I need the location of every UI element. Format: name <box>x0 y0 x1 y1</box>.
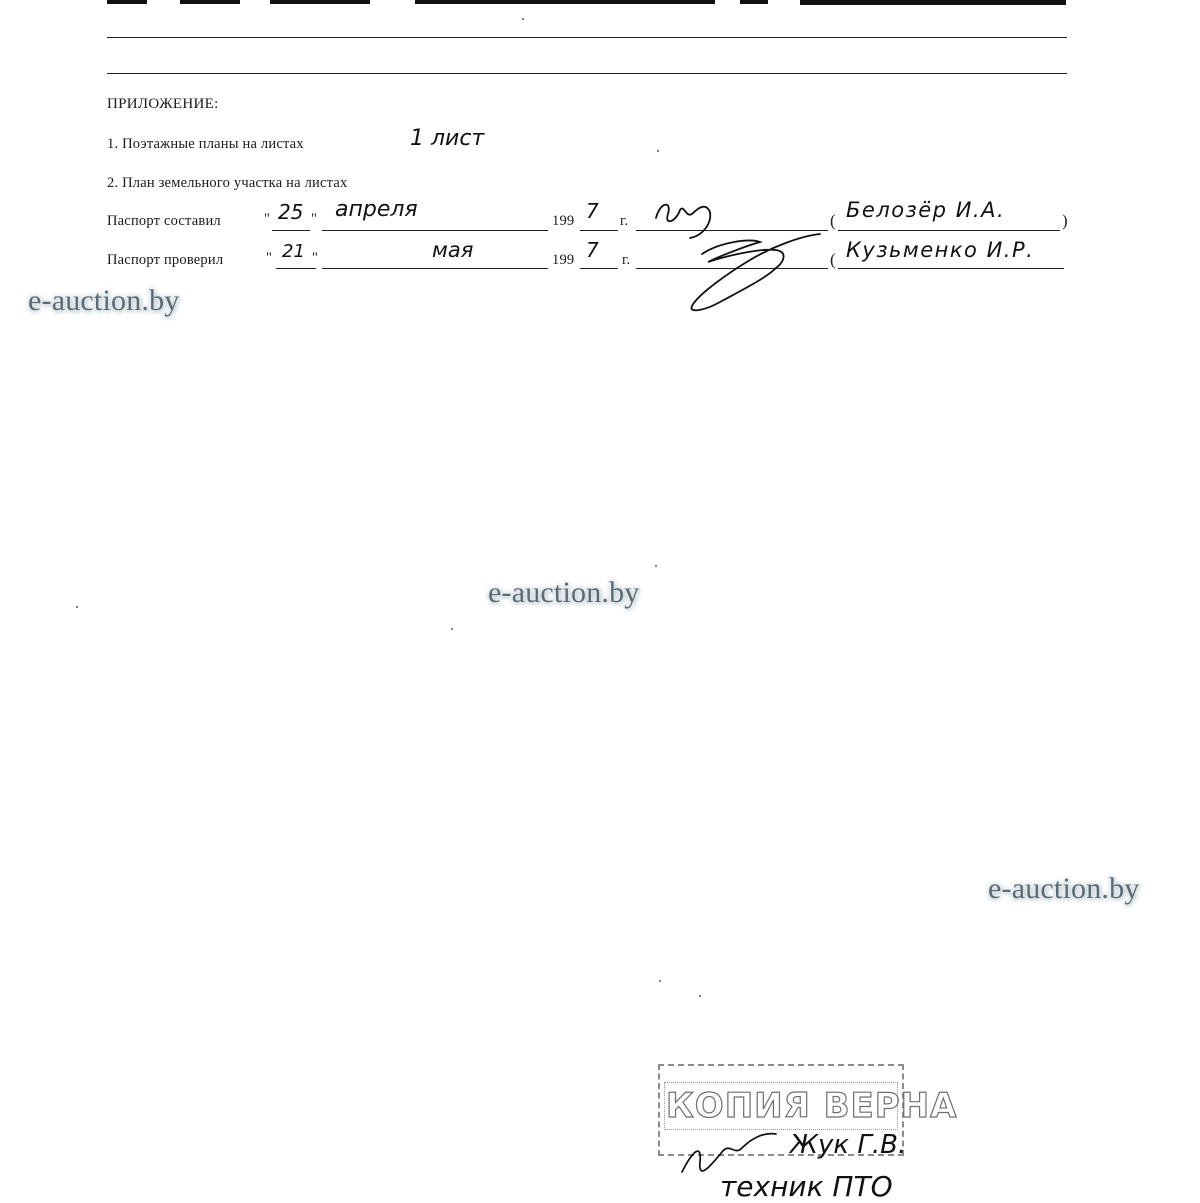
compiled-label: Паспорт составил <box>107 213 221 229</box>
watermark: e-auction.by <box>988 872 1140 905</box>
top-rule-fragment <box>180 0 240 4</box>
checked-day: 21 <box>282 241 305 262</box>
top-rule-fragment <box>800 0 1066 5</box>
appendix-heading: ПРИЛОЖЕНИЕ: <box>107 96 219 112</box>
compiled-open-quote: " <box>264 211 271 227</box>
top-rule-fragment <box>415 0 715 4</box>
checked-year-suffix: г. <box>622 252 631 268</box>
compiled-year-suffix: г. <box>620 213 629 229</box>
item-floor-plans-value: 1 лист <box>410 126 485 151</box>
speck <box>451 628 453 630</box>
compiled-paren-close: ) <box>1062 211 1068 230</box>
checked-label: Паспорт проверил <box>107 252 224 268</box>
compiled-day: 25 <box>278 200 304 224</box>
speck <box>522 18 524 20</box>
ruled-line-2 <box>107 73 1067 74</box>
ruled-line-1 <box>107 37 1067 38</box>
checked-open-quote: " <box>266 250 273 266</box>
speck <box>655 565 657 567</box>
compiled-month: апреля <box>335 197 418 222</box>
stamp-signature <box>672 1112 782 1192</box>
compiled-year-prefix: 199 <box>552 213 575 229</box>
checked-close-quote: " <box>312 250 319 266</box>
compiled-year-line <box>580 230 618 231</box>
item-land-plot-label: 2. План земельного участка на листах <box>107 175 348 191</box>
checked-month-line <box>322 268 548 269</box>
compiled-year-digit: 7 <box>586 199 599 223</box>
compiled-name: Белозёр И.А. <box>846 198 1006 222</box>
checked-month: мая <box>432 238 474 262</box>
speck <box>699 995 701 997</box>
checked-paren-open: ( <box>830 250 836 269</box>
top-rule-fragment <box>270 0 370 4</box>
compiled-day-line <box>272 230 310 231</box>
checked-name: Кузьменко И.Р. <box>846 238 1035 262</box>
item-floor-plans-label: 1. Поэтажные планы на листах <box>107 136 304 152</box>
top-rule-fragment <box>740 0 768 4</box>
watermark: e-auction.by <box>28 284 180 317</box>
speck <box>657 150 659 152</box>
stamp-handwritten-title: техник ПТО <box>720 1170 893 1203</box>
top-rule-fragment <box>107 0 147 4</box>
watermark: e-auction.by <box>488 576 640 609</box>
checked-day-line <box>276 268 316 269</box>
checked-year-prefix: 199 <box>552 252 575 268</box>
checker-signature <box>680 222 830 322</box>
speck <box>659 980 661 982</box>
compiled-paren-open: ( <box>830 211 836 230</box>
checked-name-line <box>838 268 1064 269</box>
stamp-text: КОПИЯ ВЕРНА <box>666 1086 958 1126</box>
compiled-close-quote: " <box>311 211 318 227</box>
checked-year-digit: 7 <box>586 238 599 262</box>
stamp-handwritten-name: Жук Г.В. <box>790 1130 907 1160</box>
compiled-name-line <box>838 230 1060 231</box>
checked-year-line <box>580 268 618 269</box>
speck <box>76 606 78 608</box>
compiled-month-line <box>322 230 548 231</box>
